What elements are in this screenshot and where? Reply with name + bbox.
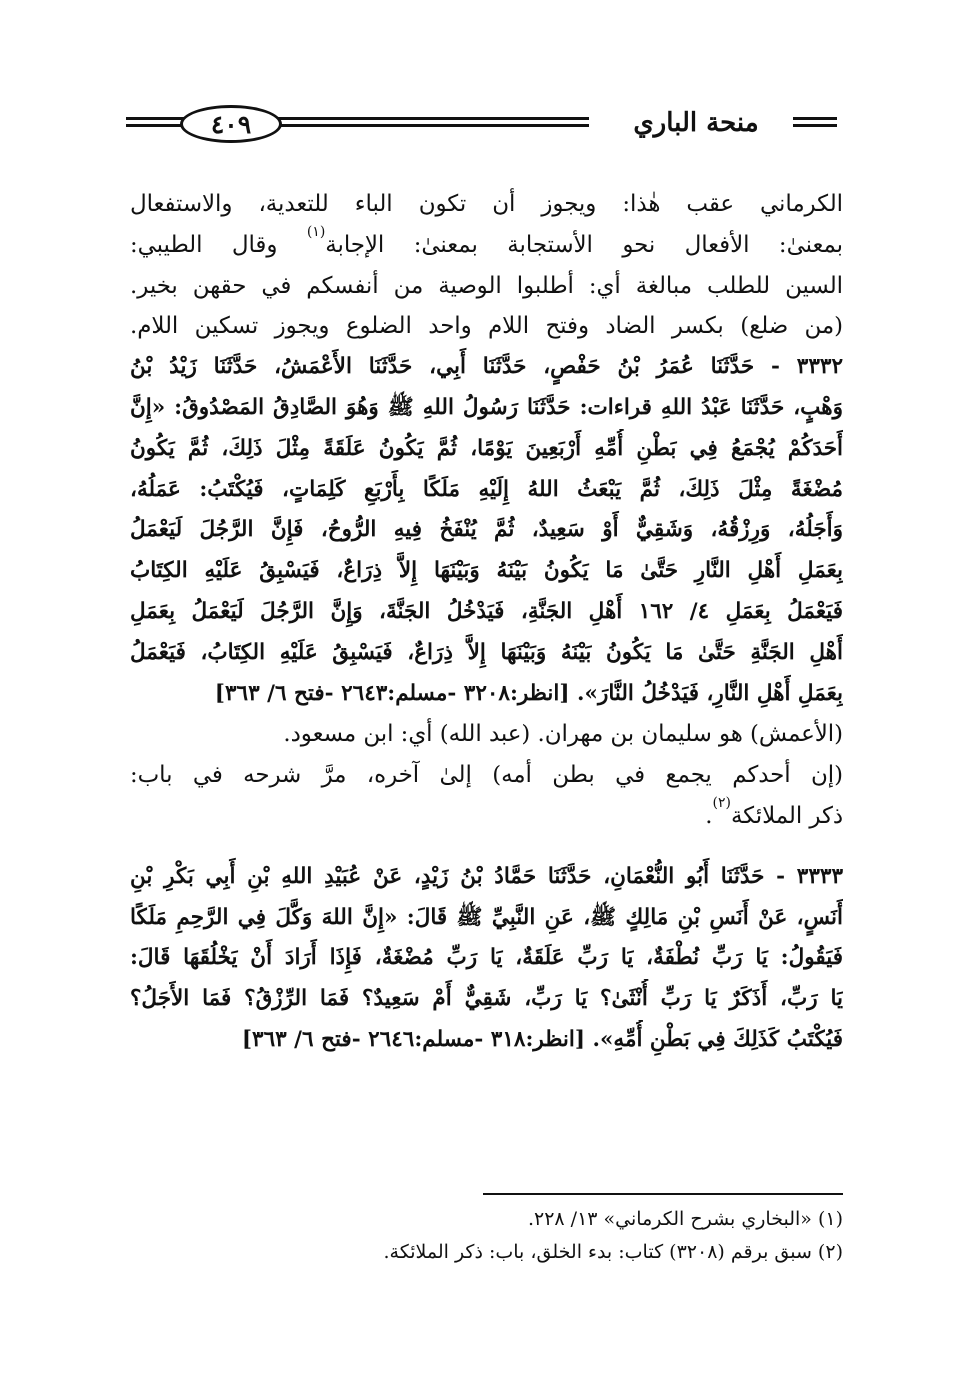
footnote-separator bbox=[483, 1193, 843, 1195]
footnotes bbox=[130, 1193, 843, 1269]
hadith-text: فَيَقُولُ: يَا رَبِّ نُطْفَةٌ، يَا رَبِّ عَلَقَةٌ، يَا رَبِّ مُضْغَةٌ، فَإِذَا أَرَادَ أَنْ يَخْلُقَهَا قَالَ: bbox=[130, 945, 843, 971]
page-number: ٤٠٩ bbox=[180, 105, 282, 143]
line-text: (الأعمش) هو سليمان بن مهران. (عبد الله) أي: ابن مسعود. bbox=[283, 721, 843, 748]
main-text bbox=[130, 184, 843, 1061]
hadith-text: فَيُكْتَبُ كَذَلِكَ فِي بَطْنِ أُمِّهِ». [انظر:٣١٨ -مسلم:٢٦٤٦ -فتح ٦/ ٣٦٣] bbox=[241, 1026, 843, 1052]
hadith-text: وَأَجَلُهُ، وَرِزْقُهُ، وَشَقِيٌّ أَوْ سَعِيدٌ، ثُمَّ يُنْفَخُ فِيهِ الرُّوحُ، فَإِنَّ الرَّجُلَ لَيَعْمَلُ bbox=[130, 517, 843, 543]
line-text: (من ضلع) بكسر الضاد وفتح اللام واحد الضلوع ويجوز تسكين اللام. bbox=[130, 313, 843, 340]
hadith-line bbox=[130, 898, 843, 939]
hadith-text: يَا رَبِّ، أَذَكَرٌ يَا رَبِّ أُنْثَىٰ؟ يَا رَبِّ، شَقِيٌّ أَمْ سَعِيدٌ؟ فَمَا الرِّزْقُ؟ فَمَا الأَجَلُ؟ bbox=[130, 986, 843, 1012]
commentary-line bbox=[130, 796, 843, 837]
line-text: السين للطلب مبالغة أي: أطلبوا الوصية من أنفسكم في حقهن بخير. bbox=[130, 272, 843, 299]
hadith-text: بِعَمَلِ أَهْلِ النَّارِ، فَيَدْخُلُ النَّارَ». [انظر:٣٢٠٨ -مسلم:٢٦٤٣ -فتح ٦/ ٣٦٣] bbox=[214, 680, 843, 706]
hadith-line bbox=[130, 551, 843, 592]
hadith-text: مُضْغَةً مِثْلَ ذَلِكَ، ثُمَّ يَبْعَثُ اللهُ إِلَيْهِ مَلَكًا بِأَرْبَعِ كَلِمَاتٍ، فَيُكْتَبُ: عَمَلُهُ، bbox=[130, 476, 843, 502]
hadith-line bbox=[130, 429, 843, 470]
hadith-line bbox=[130, 633, 843, 674]
header-double-rule-right bbox=[793, 117, 837, 135]
hadith-text: ٣٣٣٣ - حَدَّثَنَا أَبُو النُّعْمَانِ، حَدَّثَنَا حَمَّادُ بْنُ زَيْدٍ، عَنْ عُبَيْدِ اللهِ بْنِ أَبِي بَكْرِ بْنِ bbox=[130, 863, 843, 889]
commentary-line bbox=[130, 714, 843, 755]
commentary-line bbox=[130, 225, 843, 266]
line-text: (إن أحدكم يجمع في بطن أمه) إلىٰ آخره، مرَّ شرحه في باب: bbox=[130, 762, 843, 789]
hadith-line bbox=[130, 592, 843, 633]
commentary-line bbox=[130, 266, 843, 307]
hadith-text: بِعَمَلِ أَهْلِ النَّارِ حَتَّىٰ مَا يَكُونُ بَيْنَهُ وَبَيْنَهَا إِلاَّ ذِرَاعٌ، فَيَسْبِقُ عَلَيْهِ الكِتَابُ bbox=[130, 558, 843, 584]
line-text: الكرماني عقب هٰذا: ويجوز أن تكون الباء للتعدية، والاستفعال bbox=[130, 191, 843, 217]
line-text: ذكر الملائكة bbox=[730, 802, 843, 829]
hadith-line bbox=[130, 938, 843, 979]
footnote-marker: (٢) bbox=[712, 795, 731, 812]
footnote: (٢) سبق برقم (٣٢٠٨) كتاب: بدء الخلق، باب: ذكر الملائكة. bbox=[383, 1241, 843, 1263]
footnote-marker: (١) bbox=[306, 224, 326, 241]
footnote: (١) «البخاري بشرح الكرماني» ١٣/ ٢٢٨. bbox=[527, 1208, 843, 1230]
hadith-line bbox=[130, 470, 843, 511]
line-text: . bbox=[705, 802, 713, 829]
line-text: بمعنىٰ: الأفعال نحو الأستجابة بمعنىٰ: الإجابة bbox=[325, 231, 843, 258]
page-header bbox=[126, 102, 837, 150]
hadith-line bbox=[130, 857, 843, 898]
commentary-line bbox=[130, 755, 843, 796]
hadith-text: أَهْلِ الجَنَّةِ حَتَّىٰ مَا يَكُونُ بَيْنَهُ وَبَيْنَهَا إِلاَّ ذِرَاعٌ، فَيَسْبِقُ عَلَيْهِ الكِتَابُ، فَيَعْمَلُ bbox=[130, 639, 843, 665]
hadith-line bbox=[130, 979, 843, 1020]
hadith-line bbox=[130, 388, 843, 429]
hadith-text: أَنَسٍ، عَنْ أَنَسِ بْنِ مَالِكٍ ﷺ، عَنِ النَّبِيِّ ﷺ قَالَ: «إِنَّ اللهَ وَكَّلَ فِي الرَّحِمِ مَلَكًا bbox=[130, 904, 843, 930]
hadith-line bbox=[130, 347, 843, 388]
hadith-line bbox=[130, 510, 843, 551]
book-title: منحة الباري bbox=[633, 108, 759, 138]
hadith-text: فَيَعْمَلُ بِعَمَلِ ٤/ ١٦٢ أَهْلِ الجَنَّةِ، فَيَدْخُلُ الجَنَّةَ، وَإِنَّ الرَّجُلَ لَيَعْمَلُ بِعَمَلِ bbox=[130, 598, 843, 624]
hadith-text: وَهْبٍ، حَدَّثَنَا عَبْدُ اللهِ قراءات: حَدَّثَنَا رَسُولُ اللهِ ﷺ وَهُوَ الصَّادِقُ المَصْدُوقُ: «إِنَّ bbox=[130, 394, 843, 420]
hadith-line bbox=[130, 1020, 843, 1061]
hadith-text: أَحَدَكُمْ يُجْمَعُ فِي بَطْنِ أُمِّهِ أَرْبَعِينَ يَوْمًا، ثُمَّ يَكُونُ عَلَقَةً مِثْلَ ذَلِكَ، ثُمَّ يَكُونُ bbox=[130, 435, 843, 461]
hadith-line bbox=[130, 674, 843, 715]
line-text: وقال الطيبي: bbox=[130, 231, 307, 258]
commentary-line bbox=[130, 306, 843, 347]
commentary-line bbox=[130, 184, 843, 225]
hadith-text: ٣٣٣٢ - حَدَّثَنَا عُمَرُ بْنُ حَفْصٍ، حَدَّثَنَا أَبِي، حَدَّثَنَا الأَعْمَشُ، حَدَّثَنَا زَيْدُ بْنُ bbox=[130, 354, 843, 380]
